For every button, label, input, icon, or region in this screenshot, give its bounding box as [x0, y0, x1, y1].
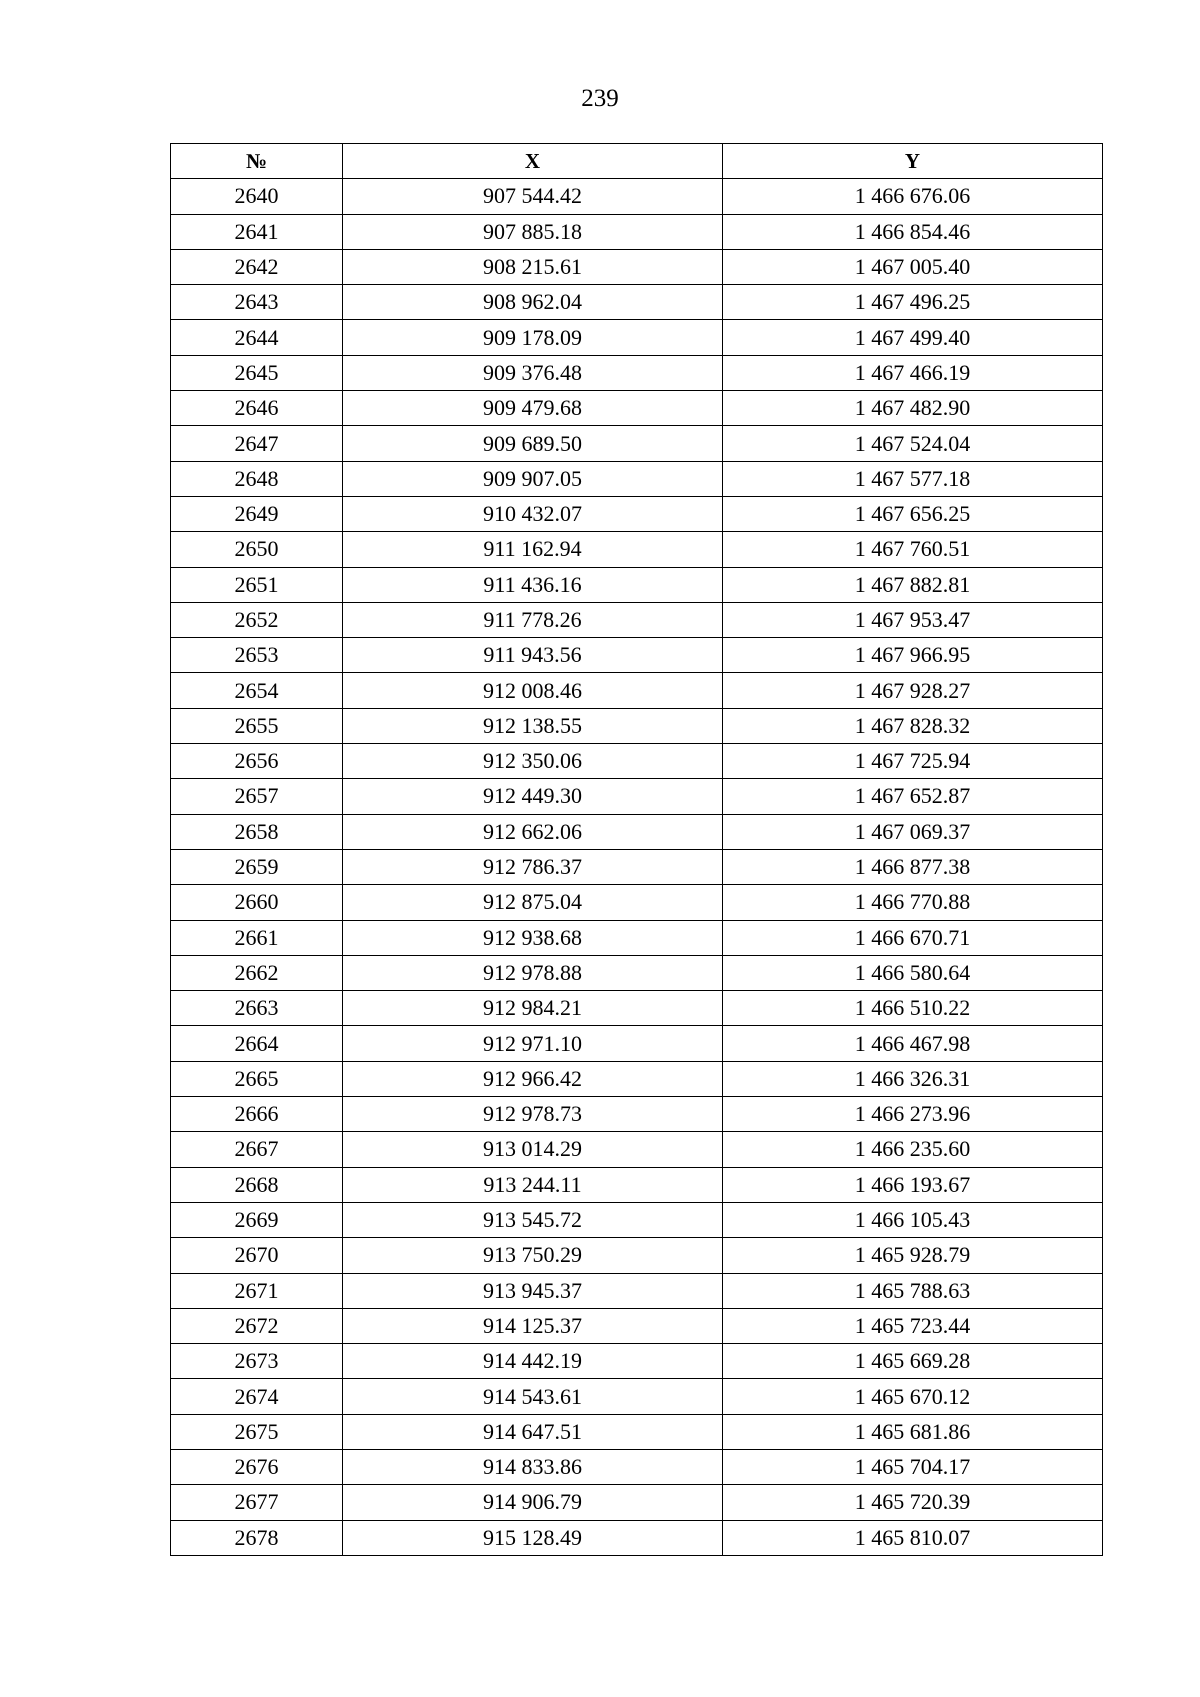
- cell-number: 2662: [171, 955, 343, 990]
- cell-x: 912 350.06: [343, 744, 723, 779]
- cell-y: 1 467 496.25: [723, 285, 1103, 320]
- cell-x: 909 689.50: [343, 426, 723, 461]
- cell-y: 1 467 725.94: [723, 744, 1103, 779]
- cell-x: 914 442.19: [343, 1344, 723, 1379]
- cell-x: 914 125.37: [343, 1308, 723, 1343]
- cell-number: 2648: [171, 461, 343, 496]
- cell-number: 2667: [171, 1132, 343, 1167]
- cell-x: 911 162.94: [343, 532, 723, 567]
- cell-number: 2669: [171, 1202, 343, 1237]
- table-row: [171, 1202, 1103, 1237]
- table-row: [171, 849, 1103, 884]
- cell-x: 912 786.37: [343, 849, 723, 884]
- table-row: [171, 214, 1103, 249]
- table-row: [171, 1520, 1103, 1555]
- cell-x: 913 014.29: [343, 1132, 723, 1167]
- cell-x: 909 178.09: [343, 320, 723, 355]
- cell-number: 2650: [171, 532, 343, 567]
- cell-x: 913 244.11: [343, 1167, 723, 1202]
- cell-y: 1 466 510.22: [723, 991, 1103, 1026]
- cell-y: 1 467 069.37: [723, 814, 1103, 849]
- cell-y: 1 467 524.04: [723, 426, 1103, 461]
- cell-x: 912 008.46: [343, 673, 723, 708]
- cell-number: 2656: [171, 744, 343, 779]
- cell-number: 2651: [171, 567, 343, 602]
- cell-number: 2649: [171, 496, 343, 531]
- cell-x: 909 376.48: [343, 355, 723, 390]
- cell-number: 2658: [171, 814, 343, 849]
- table-row: [171, 673, 1103, 708]
- cell-number: 2663: [171, 991, 343, 1026]
- cell-x: 907 544.42: [343, 179, 723, 214]
- table-row: [171, 1061, 1103, 1096]
- cell-y: 1 465 669.28: [723, 1344, 1103, 1379]
- cell-number: 2653: [171, 638, 343, 673]
- table-row: [171, 991, 1103, 1026]
- cell-y: 1 465 704.17: [723, 1449, 1103, 1484]
- cell-y: 1 466 467.98: [723, 1026, 1103, 1061]
- cell-y: 1 467 882.81: [723, 567, 1103, 602]
- cell-y: 1 466 670.71: [723, 920, 1103, 955]
- cell-x: 909 479.68: [343, 391, 723, 426]
- table-row: [171, 1344, 1103, 1379]
- cell-number: 2659: [171, 849, 343, 884]
- cell-y: 1 465 928.79: [723, 1238, 1103, 1273]
- table-row: [171, 355, 1103, 390]
- cell-y: 1 466 273.96: [723, 1097, 1103, 1132]
- cell-x: 912 938.68: [343, 920, 723, 955]
- cell-x: 914 647.51: [343, 1414, 723, 1449]
- cell-y: 1 465 681.86: [723, 1414, 1103, 1449]
- cell-y: 1 466 580.64: [723, 955, 1103, 990]
- table-row: [171, 814, 1103, 849]
- cell-y: 1 465 788.63: [723, 1273, 1103, 1308]
- cell-number: 2645: [171, 355, 343, 390]
- cell-x: 914 543.61: [343, 1379, 723, 1414]
- table-row: [171, 638, 1103, 673]
- table-row: [171, 1167, 1103, 1202]
- table-row: [171, 1414, 1103, 1449]
- cell-number: 2665: [171, 1061, 343, 1096]
- cell-y: 1 467 482.90: [723, 391, 1103, 426]
- header-y: Y: [723, 144, 1103, 179]
- cell-x: 911 943.56: [343, 638, 723, 673]
- cell-number: 2668: [171, 1167, 343, 1202]
- cell-number: 2641: [171, 214, 343, 249]
- table-row: [171, 1379, 1103, 1414]
- table-header: [171, 144, 1103, 179]
- cell-x: 914 833.86: [343, 1449, 723, 1484]
- cell-y: 1 467 577.18: [723, 461, 1103, 496]
- cell-x: 913 545.72: [343, 1202, 723, 1237]
- cell-y: 1 465 810.07: [723, 1520, 1103, 1555]
- cell-y: 1 466 770.88: [723, 885, 1103, 920]
- table-row: [171, 179, 1103, 214]
- table-row: [171, 920, 1103, 955]
- cell-y: 1 467 928.27: [723, 673, 1103, 708]
- cell-x: 912 978.88: [343, 955, 723, 990]
- cell-y: 1 466 105.43: [723, 1202, 1103, 1237]
- cell-y: 1 465 670.12: [723, 1379, 1103, 1414]
- cell-x: 911 436.16: [343, 567, 723, 602]
- cell-y: 1 467 005.40: [723, 249, 1103, 284]
- table-row: [171, 1238, 1103, 1273]
- cell-number: 2678: [171, 1520, 343, 1555]
- table-row: [171, 1308, 1103, 1343]
- cell-number: 2642: [171, 249, 343, 284]
- cell-number: 2664: [171, 1026, 343, 1061]
- cell-x: 914 906.79: [343, 1485, 723, 1520]
- cell-number: 2657: [171, 779, 343, 814]
- cell-number: 2655: [171, 708, 343, 743]
- cell-y: 1 466 676.06: [723, 179, 1103, 214]
- cell-y: 1 467 953.47: [723, 602, 1103, 637]
- table-row: [171, 1097, 1103, 1132]
- table-row: [171, 744, 1103, 779]
- cell-number: 2677: [171, 1485, 343, 1520]
- cell-y: 1 467 828.32: [723, 708, 1103, 743]
- table-row: [171, 955, 1103, 990]
- cell-y: 1 466 854.46: [723, 214, 1103, 249]
- page-number: 239: [581, 85, 619, 112]
- table-row: [171, 1485, 1103, 1520]
- cell-number: 2644: [171, 320, 343, 355]
- cell-y: 1 467 656.25: [723, 496, 1103, 531]
- cell-number: 2643: [171, 285, 343, 320]
- table-row: [171, 708, 1103, 743]
- cell-x: 912 875.04: [343, 885, 723, 920]
- table-row: [171, 1273, 1103, 1308]
- cell-x: 912 662.06: [343, 814, 723, 849]
- cell-y: 1 467 466.19: [723, 355, 1103, 390]
- table-row: [171, 779, 1103, 814]
- cell-y: 1 465 720.39: [723, 1485, 1103, 1520]
- cell-x: 912 138.55: [343, 708, 723, 743]
- cell-y: 1 466 235.60: [723, 1132, 1103, 1167]
- table-row: [171, 285, 1103, 320]
- cell-x: 909 907.05: [343, 461, 723, 496]
- header-row: [171, 144, 1103, 179]
- header-x: X: [343, 144, 723, 179]
- table-row: [171, 532, 1103, 567]
- cell-number: 2672: [171, 1308, 343, 1343]
- table-row: [171, 1026, 1103, 1061]
- table-row: [171, 496, 1103, 531]
- header-number: №: [171, 144, 343, 179]
- cell-number: 2646: [171, 391, 343, 426]
- table-row: [171, 1132, 1103, 1167]
- cell-x: 912 966.42: [343, 1061, 723, 1096]
- cell-number: 2666: [171, 1097, 343, 1132]
- cell-number: 2675: [171, 1414, 343, 1449]
- cell-x: 911 778.26: [343, 602, 723, 637]
- cell-number: 2647: [171, 426, 343, 461]
- cell-y: 1 467 966.95: [723, 638, 1103, 673]
- cell-number: 2670: [171, 1238, 343, 1273]
- cell-number: 2671: [171, 1273, 343, 1308]
- cell-x: 913 945.37: [343, 1273, 723, 1308]
- cell-y: 1 467 499.40: [723, 320, 1103, 355]
- cell-y: 1 467 760.51: [723, 532, 1103, 567]
- table-body: [171, 179, 1103, 1556]
- cell-number: 2673: [171, 1344, 343, 1379]
- table-row: [171, 426, 1103, 461]
- cell-x: 907 885.18: [343, 214, 723, 249]
- cell-y: 1 465 723.44: [723, 1308, 1103, 1343]
- cell-number: 2640: [171, 179, 343, 214]
- cell-number: 2654: [171, 673, 343, 708]
- cell-x: 913 750.29: [343, 1238, 723, 1273]
- cell-y: 1 466 877.38: [723, 849, 1103, 884]
- table-row: [171, 602, 1103, 637]
- cell-number: 2676: [171, 1449, 343, 1484]
- cell-number: 2674: [171, 1379, 343, 1414]
- table-row: [171, 461, 1103, 496]
- cell-x: 912 971.10: [343, 1026, 723, 1061]
- cell-x: 908 962.04: [343, 285, 723, 320]
- table-row: [171, 391, 1103, 426]
- table-row: [171, 1449, 1103, 1484]
- cell-x: 912 978.73: [343, 1097, 723, 1132]
- cell-y: 1 466 193.67: [723, 1167, 1103, 1202]
- table-row: [171, 320, 1103, 355]
- table-row: [171, 885, 1103, 920]
- cell-y: 1 466 326.31: [723, 1061, 1103, 1096]
- cell-number: 2660: [171, 885, 343, 920]
- cell-number: 2652: [171, 602, 343, 637]
- cell-x: 912 984.21: [343, 991, 723, 1026]
- cell-number: 2661: [171, 920, 343, 955]
- table-row: [171, 567, 1103, 602]
- cell-x: 908 215.61: [343, 249, 723, 284]
- cell-x: 915 128.49: [343, 1520, 723, 1555]
- cell-x: 912 449.30: [343, 779, 723, 814]
- cell-y: 1 467 652.87: [723, 779, 1103, 814]
- coordinates-table: [170, 143, 1103, 1556]
- table-row: [171, 249, 1103, 284]
- cell-x: 910 432.07: [343, 496, 723, 531]
